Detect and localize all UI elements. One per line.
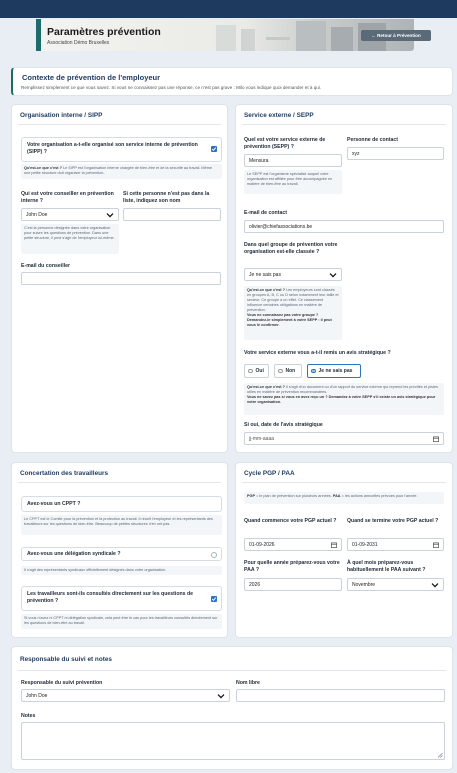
intro-card [11, 67, 453, 96]
advisor-help: C'est la personne désignée dans votre organisation pour suivre les questions de prévention. Dans une petite structure, il peut s'agir de l'employeur lui-même. [21, 224, 119, 254]
chevron-down-icon [329, 271, 337, 279]
direct-consultation-help: Si vous n'avez ni CPPT ni délégation syndicale, cela peut être le cas pour les travailleurs consultés directement sur les questions de bien-être au travail. [21, 614, 222, 629]
pgp-end-input[interactable]: 01-09-2031 [347, 538, 444, 551]
sipp-checkbox[interactable] [211, 146, 217, 152]
calendar-icon [433, 542, 439, 548]
opinion-option-oui[interactable]: Oui [244, 364, 269, 378]
strategic-opinion-label: Votre service externe vous a-t-il remis un avis stratégique ? [244, 350, 391, 356]
opinion-date-input[interactable]: jj-mm-aaaa [244, 432, 444, 445]
paa-month-select[interactable]: Novembre [347, 578, 444, 591]
external-sepp-card [235, 104, 453, 453]
sepp-help: Le SEPP est l'organisme spécialisé auquel votre organisation est affiliée pour être accompagnée en matière de bien-être au travail. [244, 170, 342, 194]
paa-month-label: À quel mois préparez-vous habituellement le PAA suivant ? [347, 560, 426, 573]
page-title: Paramètres prévention [47, 26, 161, 38]
cycle-help: PGP = le plan de prévention sur plusieurs années. PAA = les actions annuelles prévues pour l'année. [244, 492, 444, 504]
organization-name: Association Démo Bruxelles [47, 40, 110, 46]
notes-label: Notes [21, 713, 36, 719]
section-divider [242, 482, 446, 483]
advisor-missing-label: Si cette personne n'est pas dans la liste, indiquez son nom [123, 191, 210, 204]
prevention-group-help: Qu'est-ce que c'est ? Les employeurs sont classés en groupes A, B, C ou D selon notamment leur taille et secteur. Ce groupe a un effet. Ce classement influence certaines obligations en matière de prévention. Vous ne connaissez pas votre groupe ? Demandez-le simplement à votre SEPP : il peut vous le confirmer. [244, 286, 342, 340]
free-name-input[interactable] [236, 689, 445, 702]
prevention-group-select[interactable]: Je ne sais pas [244, 268, 342, 281]
pgp-start-input[interactable]: 01-09-2026 [244, 538, 342, 551]
advisor-missing-input[interactable] [123, 208, 221, 221]
intro-text: Remplissez simplement ce que vous savez. Si vous ne connaissez pas une réponse, ce n'est pas grave : Milo vous indique quoi demander et à qui. [21, 85, 322, 90]
followup-section-title: Responsable du suivi et notes [20, 656, 112, 663]
cppt-question: Avez-vous un CPPT ? [27, 501, 81, 507]
pgp-end-label: Quand se termine votre PGP actuel ? [347, 518, 439, 524]
opinion-option-non[interactable]: Non [274, 364, 302, 378]
contact-email-input[interactable]: olivier@chiefassociations.be [244, 220, 444, 233]
responsible-label: Responsable du suivi prévention [21, 680, 103, 686]
chevron-down-icon [217, 692, 225, 700]
opinion-option-je-ne-sais-pas[interactable]: Je ne sais pas [307, 364, 361, 378]
section-divider [18, 482, 221, 483]
union-question: Avez-vous une délégation syndicale ? [27, 551, 121, 557]
cppt-question-box[interactable] [21, 496, 222, 512]
direct-consultation-checkbox[interactable] [211, 596, 217, 602]
strategic-opinion-help: Qu'est-ce que c'est ? Il s'agit d'un document ou d'un rapport du service externe qui reprend les priorités et pistes utiles en matière de prévention recommandées. Vous ne savez pas si vous en avez reçu un ? Demandez à votre SEPP s'il existe un avis stratégique pour votre organisation. [244, 383, 444, 415]
sepp-input[interactable]: Mensura [244, 154, 342, 167]
calendar-icon [331, 542, 337, 548]
direct-consultation-question: Les travailleurs sont-ils consultés directement sur les questions de prévention ? [27, 591, 194, 604]
internal-sipp-card [11, 104, 228, 453]
notes-textarea[interactable] [21, 722, 445, 760]
paa-year-label: Pour quelle année préparez-vous votre PAA ? [244, 560, 340, 573]
calendar-icon [433, 436, 439, 442]
cycle-section-title: Cycle PGP / PAA [244, 470, 295, 477]
responsible-select[interactable]: John Doe [21, 689, 230, 702]
intro-title: Contexte de prévention de l'employeur [22, 73, 161, 82]
radio-icon [278, 369, 283, 374]
union-checkbox[interactable] [211, 552, 217, 558]
cppt-help: Le CPPT est le Comité pour la prévention et la protection au travail. Il réunit l'employeur et les représentants des travailleurs sur les questions de bien-être. Beaucoup de petites structures n'en ont pas. [21, 515, 222, 535]
direct-consultation-question-box[interactable] [21, 586, 222, 611]
external-section-title: Service externe / SEPP [244, 112, 314, 119]
followup-notes-card [11, 646, 453, 770]
resize-handle-icon[interactable] [437, 752, 443, 758]
chevron-down-icon [106, 211, 114, 219]
advisor-email-label: E-mail du conseiller [21, 263, 71, 269]
advisor-email-input[interactable] [21, 272, 221, 285]
internal-section-title: Organisation interne / SIPP [20, 112, 103, 119]
section-divider [242, 124, 446, 125]
radio-selected-icon [311, 369, 316, 374]
workers-consultation-card [11, 462, 228, 638]
office-illustration [186, 19, 386, 51]
top-navigation-bar [0, 0, 457, 18]
paa-year-input[interactable]: 2026 [244, 578, 342, 591]
pgp-paa-cycle-card [235, 462, 453, 638]
contact-email-label: E-mail de contact [244, 210, 287, 216]
opinion-date-label: Si oui, date de l'avis stratégique [244, 422, 323, 428]
prevention-group-label: Dans quel groupe de prévention votre organisation est-elle classée ? [244, 242, 338, 255]
pgp-start-label: Quand commence votre PGP actuel ? [244, 518, 337, 524]
workers-section-title: Concertation des travailleurs [20, 470, 109, 477]
check-icon [211, 146, 217, 152]
back-to-prevention-button[interactable]: ← Retour à Prévention [361, 30, 431, 41]
sepp-label: Quel est votre service externe de prévention (SEPP) ? [244, 137, 326, 150]
contact-input[interactable]: xyz [347, 147, 444, 160]
page-header [36, 19, 421, 51]
chevron-down-icon [431, 581, 439, 589]
free-name-label: Nom libre [236, 680, 260, 686]
section-divider [18, 124, 221, 125]
sipp-help: Qu'est-ce que c'est ? Le SIPP est l'organisation interne chargée de bien-être et de la sécurité au travail. Même une petite structure doit organiser la prévention. [21, 164, 222, 179]
radio-icon [248, 369, 253, 374]
sipp-question-box[interactable] [21, 137, 222, 162]
advisor-select[interactable]: John Doe [21, 208, 119, 221]
advisor-label: Qui est votre conseiller en prévention interne ? [21, 191, 114, 204]
contact-label: Personne de contact [347, 137, 399, 143]
check-icon [211, 596, 217, 602]
sipp-question: Votre organisation a-t-elle organisé son service interne de prévention (SIPP) ? [27, 142, 198, 155]
union-question-box[interactable] [21, 547, 222, 561]
union-help: Il s'agit des représentants syndicaux officiellement désignés dans votre organisation. [21, 566, 222, 575]
section-divider [18, 670, 446, 671]
